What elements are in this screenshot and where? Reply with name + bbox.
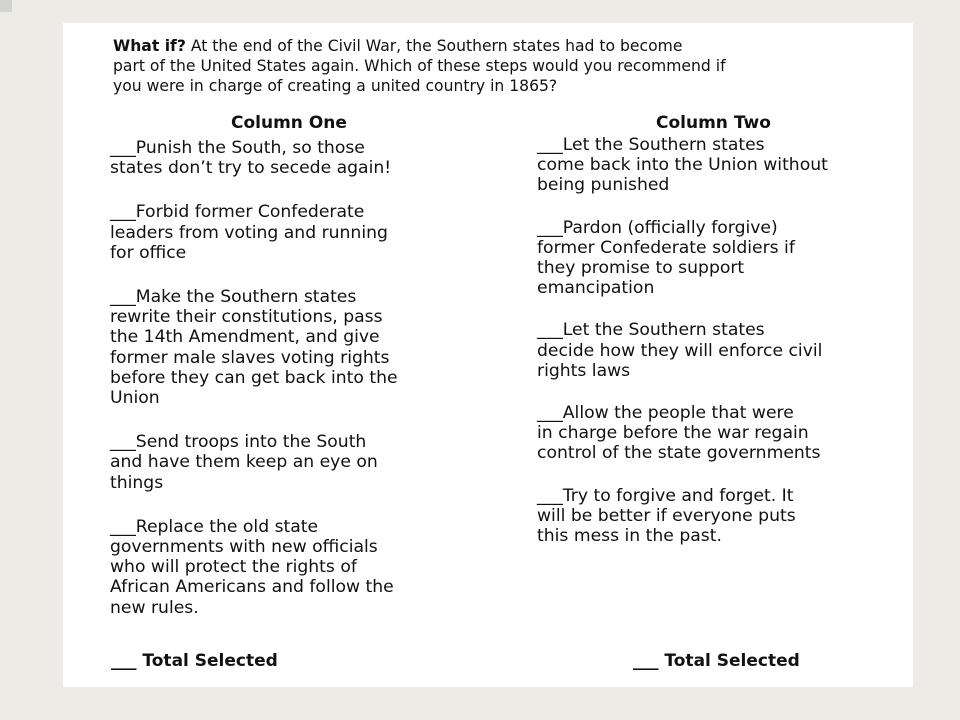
answer-blank[interactable]: ___ [110,202,136,223]
column-two [537,135,913,568]
column-one-item [110,138,505,178]
answer-blank[interactable]: ___ [537,485,563,506]
column-one-heading: Column One [231,113,347,133]
answer-blank[interactable]: ___ [537,135,563,155]
column-two-heading: Column Two [656,113,771,133]
item-text: Send troops into the South and have them keep an eye on things [110,432,378,493]
prompt-lead: What if? [113,37,186,55]
corner-accent [0,0,12,12]
item-text: Let the Southern states decide how they will enforce civil rights laws [537,320,823,381]
answer-blank[interactable]: ___ [110,287,136,308]
answer-blank[interactable]: ___ [110,432,136,453]
prompt-text: At the end of the Civil War, the Southern states had to become part of the United States again. Which of these steps would you recommend if you were in charge of creating a united country in 1865? [113,37,726,95]
worksheet [63,23,913,687]
column-two-item [537,403,913,464]
column-two-item [537,135,913,196]
answer-blank[interactable]: ___ [110,138,136,158]
column-two-total: ___ Total Selected [633,651,800,671]
column-one-item [110,517,505,618]
item-text: Try to forgive and forget. It will be better if everyone puts this mess in the past. [537,485,796,547]
answer-blank[interactable]: ___ [537,320,563,341]
column-two-item [537,486,913,547]
answer-blank[interactable]: ___ [110,516,136,537]
answer-blank[interactable]: ___ [537,217,563,238]
answer-blank[interactable]: ___ [537,403,563,424]
item-text: Let the Southern states come back into the Union without being punished [537,135,828,196]
item-text: Replace the old state governments with new officials who will protect the rights of African Americans and follow the new rules. [110,516,394,618]
prompt-paragraph [113,36,908,96]
item-text: Punish the South, so those states don’t try to secede again! [110,138,392,179]
column-two-item [537,320,913,381]
column-one-item [110,432,505,493]
item-text: Forbid former Confederate leaders from voting and running for office [110,202,388,263]
column-one-total: ___ Total Selected [111,651,278,671]
column-two-item [537,218,913,299]
column-one-item [110,287,505,408]
item-text: Make the Southern states rewrite their constitutions, pass the 14th Amendment, and give former male slaves voting rights before they can get back into the Union [110,287,398,409]
item-text: Allow the people that were in charge before the war regain control of the state governments [537,403,821,464]
item-text: Pardon (officially forgive) former Confederate soldiers if they promise to support emancipation [537,217,795,299]
column-one-item [110,202,505,263]
column-one [110,138,505,642]
